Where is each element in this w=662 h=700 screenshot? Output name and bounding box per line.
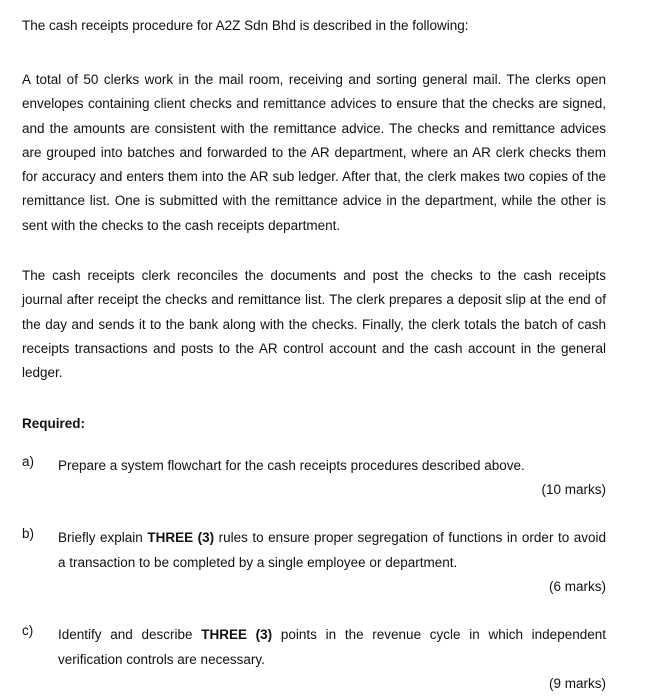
question-marks: (9 marks) [549, 676, 606, 692]
question-marks: (6 marks) [549, 579, 606, 595]
paragraph-mail-room: A total of 50 clerks work in the mail room, receiving and sorting general mail. The clerks open envelopes containing client checks and remittance advices to ensure that the checks are signed, and the amounts are consistent with the remittance advice. The checks and remittance advices are grouped into batches and forwarded to the AR department, where an AR clerk checks them for accuracy and enters them into the AR sub ledger. After that, the clerk makes two copies of the remittance list. One is submitted with the remittance advice in the department, while the other is sent with the checks to the cash receipts department. [22, 72, 606, 233]
required-heading: Required: [22, 415, 86, 431]
intro-sentence: The cash receipts procedure for A2Z Sdn Bhd is described in the following: [22, 18, 469, 33]
question-text [58, 454, 606, 479]
question-label: b) [22, 526, 35, 542]
question-text-part: rules to ensure proper segregation of functions in order to avoid a transaction to be completed by a single employee or department. [58, 530, 606, 570]
question-text-part: Identify and describe [58, 627, 202, 643]
question-text [58, 623, 606, 672]
question-c [22, 623, 606, 696]
question-label: c) [22, 623, 34, 639]
question-b [22, 526, 606, 599]
question-a [22, 454, 606, 503]
question-emphasis: THREE (3) [201, 627, 273, 643]
question-text-part: points in the revenue cycle in which independent verification controls are necessary. [58, 627, 606, 667]
question-text [58, 526, 606, 575]
question-emphasis: THREE (3) [147, 530, 215, 546]
question-label: a) [22, 453, 35, 469]
question-text-part: Prepare a system flowchart for the cash receipts procedures described above. [58, 457, 525, 473]
question-marks: (10 marks) [541, 482, 606, 498]
question-text-part: Briefly explain [58, 530, 148, 546]
paragraph-cash-receipts-clerk: The cash receipts clerk reconciles the documents and post the checks to the cash receipts journal after receipt the checks and remittance list. The clerk prepares a deposit slip at the end of the day and sends it to the bank along with the checks. Finally, the clerk totals the batch of cash receipts transactions and posts to the AR control account and the cash account in the general ledger. [22, 268, 606, 381]
